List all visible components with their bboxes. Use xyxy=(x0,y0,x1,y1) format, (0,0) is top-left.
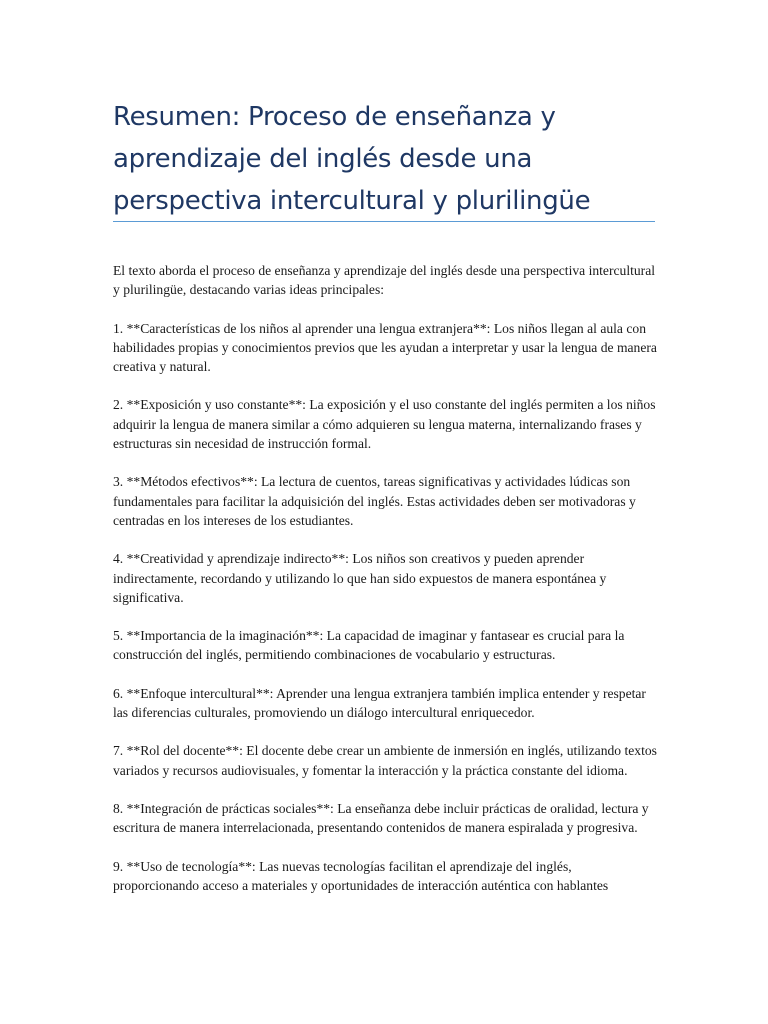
list-item-5: 5. **Importancia de la imaginación**: La capacidad de imaginar y fantasear es crucial para la construcción del inglés, permitiendo combinaciones de vocabulario y estructuras. xyxy=(113,628,625,663)
document-title: Resumen: Proceso de enseñanza y aprendizaje del inglés desde una perspectiva intercultural y plurilingüe xyxy=(113,102,591,216)
list-item-9: 9. **Uso de tecnología**: Las nuevas tecnologías facilitan el aprendizaje del inglés, proporcionando acceso a materiales y oportunidades de interacción auténtica con hablantes xyxy=(113,858,609,893)
list-item-8: 8. **Integración de prácticas sociales**: La enseñanza debe incluir prácticas de oralidad, lectura y escritura de manera interrelacionada, presentando contenidos de manera espiralada y progresiva. xyxy=(113,800,649,836)
list-item-2: 2. **Exposición y uso constante**: La exposición y el uso constante del inglés permiten a los niños adquirir la lengua de manera similar a cómo adquieren su lengua materna, internalizando frases y estructuras sin necesidad de instrucción formal. xyxy=(113,397,656,452)
document-body xyxy=(113,261,658,914)
title-divider xyxy=(113,221,655,222)
list-item-3: 3. **Métodos efectivos**: La lectura de cuentos, tareas significativas y actividades lúdicas son fundamentales para facilitar la adquisición del inglés. Estas actividades deben ser motivadoras y centradas en los intereses de los estudiantes. xyxy=(113,474,636,528)
list-item-6: 6. **Enfoque intercultural**: Aprender una lengua extranjera también implica entender y respetar las diferencias culturales, promoviendo un diálogo intercultural enriquecedor. xyxy=(113,685,646,721)
list-item-7: 7. **Rol del docente**: El docente debe crear un ambiente de inmersión en inglés, utilizando textos variados y recursos audiovisuales, y fomentar la interacción y la práctica constante del idioma. xyxy=(113,743,657,778)
list-item-4: 4. **Creatividad y aprendizaje indirecto**: Los niños son creativos y pueden aprender indirectamente, recordando y utilizando lo que han sido expuestos de manera espontánea y significativa. xyxy=(113,551,607,605)
list-item-1: 1. **Características de los niños al aprender una lengua extranjera**: Los niños llegan al aula con habilidades propias y conocimientos previos que les ayudan a interpretar y usar la lengua de manera creativa y natural. xyxy=(113,320,657,375)
intro-paragraph: El texto aborda el proceso de enseñanza y aprendizaje del inglés desde una perspectiva intercultural y plurilingüe, destacando varias ideas principales: xyxy=(113,263,656,298)
